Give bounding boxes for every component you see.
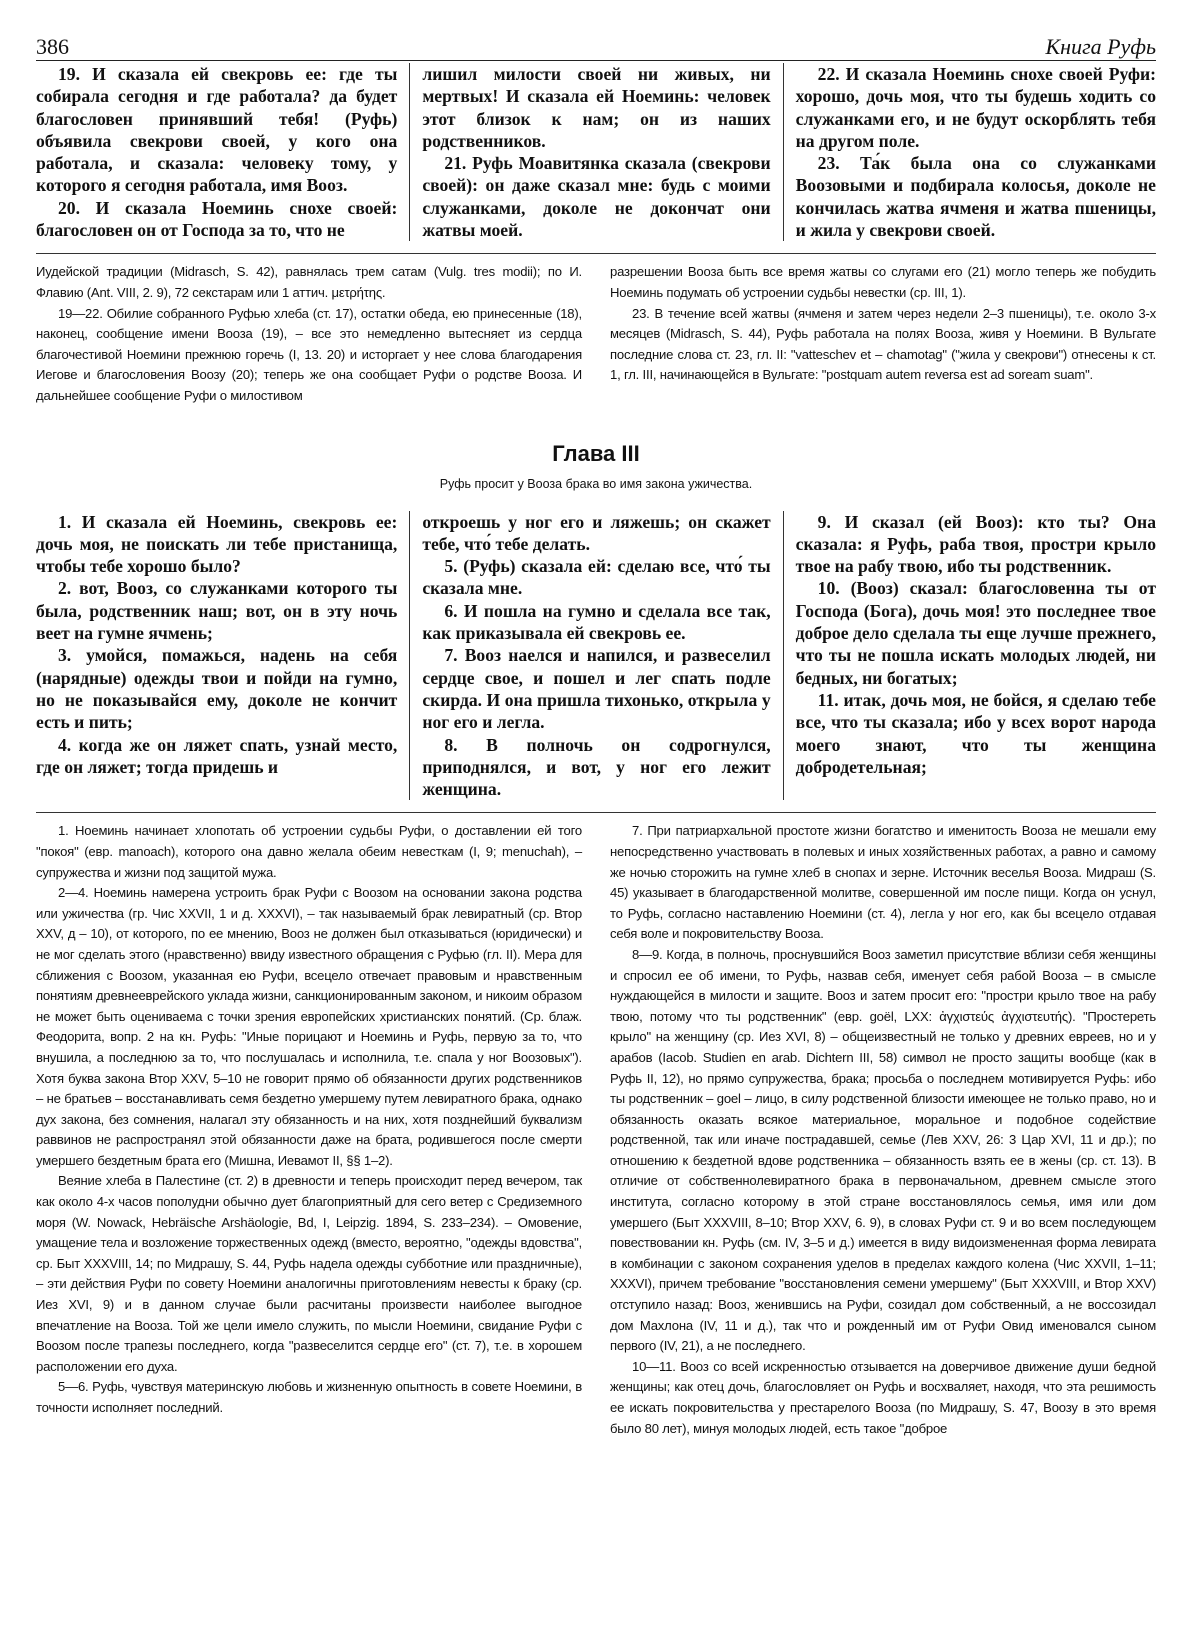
verse-paragraph: 7. Вооз наелся и напился, и развеселил сердце свое, и пошел и лег спать подле скирда. И она пришла тихонько, открыла у ног его и легла. bbox=[422, 645, 771, 733]
commentary-paragraph: 7. При патриархальной простоте жизни богатство и именитость Вооза не мешали ему непосредственно участвовать в полевых и иных хозяйственных работах, а равно и самому же ночью сторожить на гумне хлеб в снопах и зерне. Источник веселья Вооза. Мидраш (S. 45) указывает в благодарственной молитве, совершенной им после пищи. Когда он уснул, то Руфь, согласно наставлению Ноемини (ст. 4), легла у ног его, как бы всецело отдавая себя воле и покровительству Вооза. bbox=[610, 823, 1156, 942]
page-number: 386 bbox=[36, 34, 69, 59]
running-title: Книга Руфь bbox=[1045, 34, 1156, 59]
top-verses bbox=[36, 63, 1156, 241]
page-header bbox=[36, 22, 1156, 61]
commentary-paragraph: 23. В течение всей жатвы (ячменя и затем через недели 2–3 пшеницы), т.е. около 3-х месяцев (Midrasch, S. 44), Руфь работала на полях Вооза, живя у Ноемини. В Вульгате последние слова ст. 23, гл. II: "vatteschev et – chamotag" ("жила у свекрови") отнесены к ст. 1, гл. III, начинающейся в Вульгате: "postquam autem reversa est ad soream suam". bbox=[610, 305, 1156, 383]
divider bbox=[36, 253, 1156, 254]
commentary-paragraph: 19—22. Обилие собранного Руфью хлеба (ст. 17), остатки обеда, ею принесенные (18), наконец, сообщение имени Вооза (19), – все это немедленно вытесняет из сердца благочестивой Ноемини прежнюю горечь (I, 13. 20) и исторгает у нее слова благодарения Иегове и благословения Воозу (20); теперь же она сообщает Руфи о родстве Вооза. И дальнейшее сообщение Руфи о милостивом bbox=[36, 305, 582, 403]
verse-paragraph: 19. И сказала ей свекровь ее: где ты собирала сегодня и где работала? да будет благословен принявший тебя! (Руфь) объявила свекрови своей, у кого она работала, и сказала: человеку тому, у которого я сегодня работала, имя Вооз. bbox=[36, 64, 398, 196]
commentary-paragraph: 2—4. Ноеминь намерена устроить брак Руфи с Воозом на основании закона родства или ужичества (гр. Чис XXVII, 1 и д. XXXVI), – так называемый брак левиратный (ср. Втор XXV, д – 10), от которого, по ее мнению, Вооз не должен был отказываться (юридически) и не мог сделать этого (нравственно) ввиду известного обращения с Руфью (гл. II). Мера для сближения с Воозом, указанная ею Руфи, всецело отвечает правовым и нравственным понятиям древнееврейского уклада жизни, санкционированным законом, и никоим образом не может быть оцениваема с точки зрения европейских христианских понятий. (Ср. блаж. Феодорита, вопр. 2 на кн. Руфь: "Иные порицают и Ноеминь и Руфь, первую за то, что внушила, а последнюю за то, что послушалась и исполнила, т.е. спала у ног Воозовых"). Хотя буква закона Втор XXV, 5–10 не говорит прямо об обязанности других родственников – не братьев – восстанавливать семя бездетно умершему путем левиратного брака, однако дух закона, без сомнения, налагал эту обязанность и на них, хотя позднейший буквализм раввинов не распространял этой обязанности даже на брата, родившегося после смерти умершего бездетным брата его (Мишна, Иевамот II, §§ 1–2). bbox=[36, 885, 582, 1168]
chapter-verses bbox=[36, 511, 1156, 801]
bottom-commentary-right bbox=[610, 821, 1156, 1439]
top-commentary-right bbox=[610, 262, 1156, 406]
commentary-paragraph: 5—6. Руфь, чувствуя материнскую любовь и жизненную опытность в совете Ноемини, в точности исполняет последний. bbox=[36, 1379, 582, 1416]
chapter-verses-col-3 bbox=[783, 511, 1156, 801]
chapter-summary: Руфь просит у Вооза брака во имя закона ужичества. bbox=[439, 476, 753, 491]
commentary-paragraph: Веяние хлеба в Палестине (ст. 2) в древности и теперь происходит перед вечером, так как около 4-х часов пополудни обычно дует благоприятный для сего ветер с Средиземного моря (W. Nowack, Hebräische Arshäologie, Bd, I, Leipzig. 1894, S. 233–234). – Омовение, умащение тела и возложение торжественных одежд (вместо, вероятно, "одежды вдовства", ср. Быт XXXVIII, 14; по Мидрашу, S. 44, Руфь надела одежды субботние или праздничные), – эти действия Руфи по совету Ноемини аналогичны приготовлениям невесты к браку (ср. Иез XVI, 9) и в данном случае были расчитаны произвести наиболее выгодное впечатление на Вооза. Той же цели имело служить, по мысли Ноемини, свидание Руфи с Воозом после трапезы последнего, когда "развеселится сердце его" (ст. 7), т.е. в хорошем расположении его духа. bbox=[36, 1173, 582, 1374]
verse-paragraph: 23. Та́к была она со служанками Воозовыми и подбирала колосья, доколе не кончилась жатва ячменя и жатва пшеницы, и жила у свекрови своей. bbox=[795, 153, 1156, 241]
bottom-commentary bbox=[36, 821, 1156, 1439]
commentary-paragraph: 10—11. Вооз со всей искренностью отзывается на доверчивое движение души бедной женщины; как отец дочь, благословляет он Руфь и восхваляет, находя, что эта решимость ее искать покровительства у престарелого Вооза (по Мидрашу, S. 47, Воозу в это время было 80 лет), минуя молодых людей, есть такое "доброе bbox=[610, 1358, 1156, 1436]
bottom-commentary-left bbox=[36, 821, 582, 1439]
verse-paragraph: 2. вот, Вооз, со служанками которого ты была, родственник наш; вот, он в эту ночь веет на гумне ячмень; bbox=[36, 578, 398, 644]
verse-paragraph: 9. И сказал (ей Вооз): кто ты? Она сказала: я Руфь, раба твоя, простри крыло твое на рабу твою, ибо ты родственник. bbox=[795, 511, 1156, 577]
chapter-title: Глава III bbox=[552, 440, 640, 466]
commentary-paragraph: 8—9. Когда, в полночь, проснувшийся Вооз заметил присутствие вблизи себя женщины и спросил ее об имени, то Руфь, назвав себя, именует себя рабой Вооза – в смысле нуждающейся в милости и защите. Вооз и затем просит его: "простри крыло твое на рабу твою, потому что ты родственник" (евр. goël, LXX: ἀγχιστεύς ἀγχιστευτής). "Простереть крыло" на женщину (ср. Иез XVI, 8) – общеизвестный не только у древних евреев, но и у арабов (Iacob. Studien en arab. Dichtern III, 58) символ не просто защиты вообще (как в Руфь II, 12), но прямо супружества, брака; просьба о последнем мотивируется Руфь: ибо ты родственник – goel – лицо, в силу родственной близости имеющее не только право, но и обязанность оказать всякое материальное, моральное и подобное содействие родственной, так или иначе пострадавшей, семье (Лев XXV, 26: 3 Цар XVI, 11 и др.); по отношению к бездетной вдове родственника – обязанность взять ее в жены (ср. ст. 13). В отличие от собственнолевиратного брака в первоначальном, древнем смысле этого института, согласно которому в этой стране восстановлялось семья, имя или дом умершего (Быт XXXVIII, 8–10; Втор XXV, 6. 9), в словах Руфи ст. 9 и во всем последующем повествовании кн. Руфь (см. IV, 3–5 и д.) имеется в виду видоизмененная форма левирата в комбинации с законом сохранения уделов в пределах каждого колена (Чис XXVII, 1–11; XXXVI), причем требование "восстановления семени умершему" (Быт XXXVIII, и Втор XXV) отступило назад: Вооз, женившись на Руфи, созидал дом собственный, а не воссозидал дом Махлона (IV, 11 и д.), так что и рожденный им от Руфи Овид именовался сыном первого (IV, 21), а не последнего. bbox=[610, 946, 1156, 1354]
chapter-verses-col-1 bbox=[36, 511, 409, 801]
top-commentary bbox=[36, 262, 1156, 406]
verse-paragraph: 5. (Руфь) сказала ей: сделаю все, что́ ты сказала мне. bbox=[422, 556, 771, 599]
verse-paragraph: 22. И сказала Ноеминь снохе своей Руфи: хорошо, дочь моя, что ты будешь ходить со служанками его, и не будут оскорблять тебя на другом поле. bbox=[795, 64, 1156, 151]
verse-paragraph: откроешь у ног его и ляжешь; он скажет тебе, что́ тебе делать. bbox=[422, 511, 771, 554]
verse-paragraph: 10. (Вооз) сказал: благословенна ты от Господа (Бога), дочь моя! это последнее твое доброе дело сделала ты еще лучше прежнего, что ты не пошла искать молодых людей, ни бедных, ни богатых; bbox=[795, 578, 1156, 688]
verse-paragraph: 11. итак, дочь моя, не бойся, я сделаю тебе все, что ты сказала; ибо у всех ворот народа моего знают, что ты женщина добродетельная; bbox=[795, 689, 1156, 777]
commentary-paragraph: Иудейской традиции (Midrasch, S. 42), равнялась трем сатам (Vulg. tres modii); по И. Флавию (Ant. VIII, 2. 9), 72 секстарам или 1 аттич. μετρήτης. bbox=[36, 264, 582, 300]
divider bbox=[36, 812, 1156, 813]
verse-paragraph: 4. когда же он ляжет спать, узнай место, где он ляжет; тогда придешь и bbox=[36, 734, 398, 777]
verse-paragraph: лишил милости своей ни живых, ни мертвых! И сказала ей Ноеминь: человек этот близок к нам; он из наших родственников. bbox=[422, 64, 771, 151]
top-verses-col-1 bbox=[36, 63, 409, 241]
verse-paragraph: 8. В полночь он содрогнулся, приподнялся, и вот, у ног его лежит женщина. bbox=[422, 734, 771, 800]
chapter-verses-col-2 bbox=[409, 511, 782, 801]
verse-paragraph: 3. умойся, помажься, надень на себя (нарядные) одежды твои и пойди на гумно, но не показывайся ему, доколе не кончит есть и пить; bbox=[36, 645, 398, 733]
verse-paragraph: 1. И сказала ей Ноеминь, свекровь ее: дочь моя, не поискать ли тебе пристанища, чтобы тебе хорошо было? bbox=[36, 511, 398, 577]
top-verses-col-2 bbox=[409, 63, 782, 241]
verse-paragraph: 6. И пошла на гумно и сделала все так, как приказывала ей свекровь ее. bbox=[422, 600, 771, 644]
commentary-paragraph: 1. Ноеминь начинает хлопотать об устроении судьбы Руфи, о доставлении ей того "покоя" (евр. manoach), которого она давно желала обеим невесткам (I, 9; menuchah), – супружества и жизни под защитой мужа. bbox=[36, 823, 582, 880]
verse-paragraph: 20. И сказала Ноеминь снохе своей: благословен он от Господа за то, что не bbox=[36, 197, 398, 241]
top-commentary-left bbox=[36, 262, 582, 406]
top-verses-col-3 bbox=[783, 63, 1156, 241]
commentary-paragraph: разрешении Вооза быть все время жатвы со слугами его (21) могло теперь же побудить Ноеминь подумать об устроении судьбы невестки (ср. III, 1). bbox=[610, 264, 1156, 300]
verse-paragraph: 21. Руфь Моавитянка сказала (свекрови своей): он даже сказал мне: будь с моими служанками, доколе не докончат они жатвы моей. bbox=[422, 153, 771, 241]
